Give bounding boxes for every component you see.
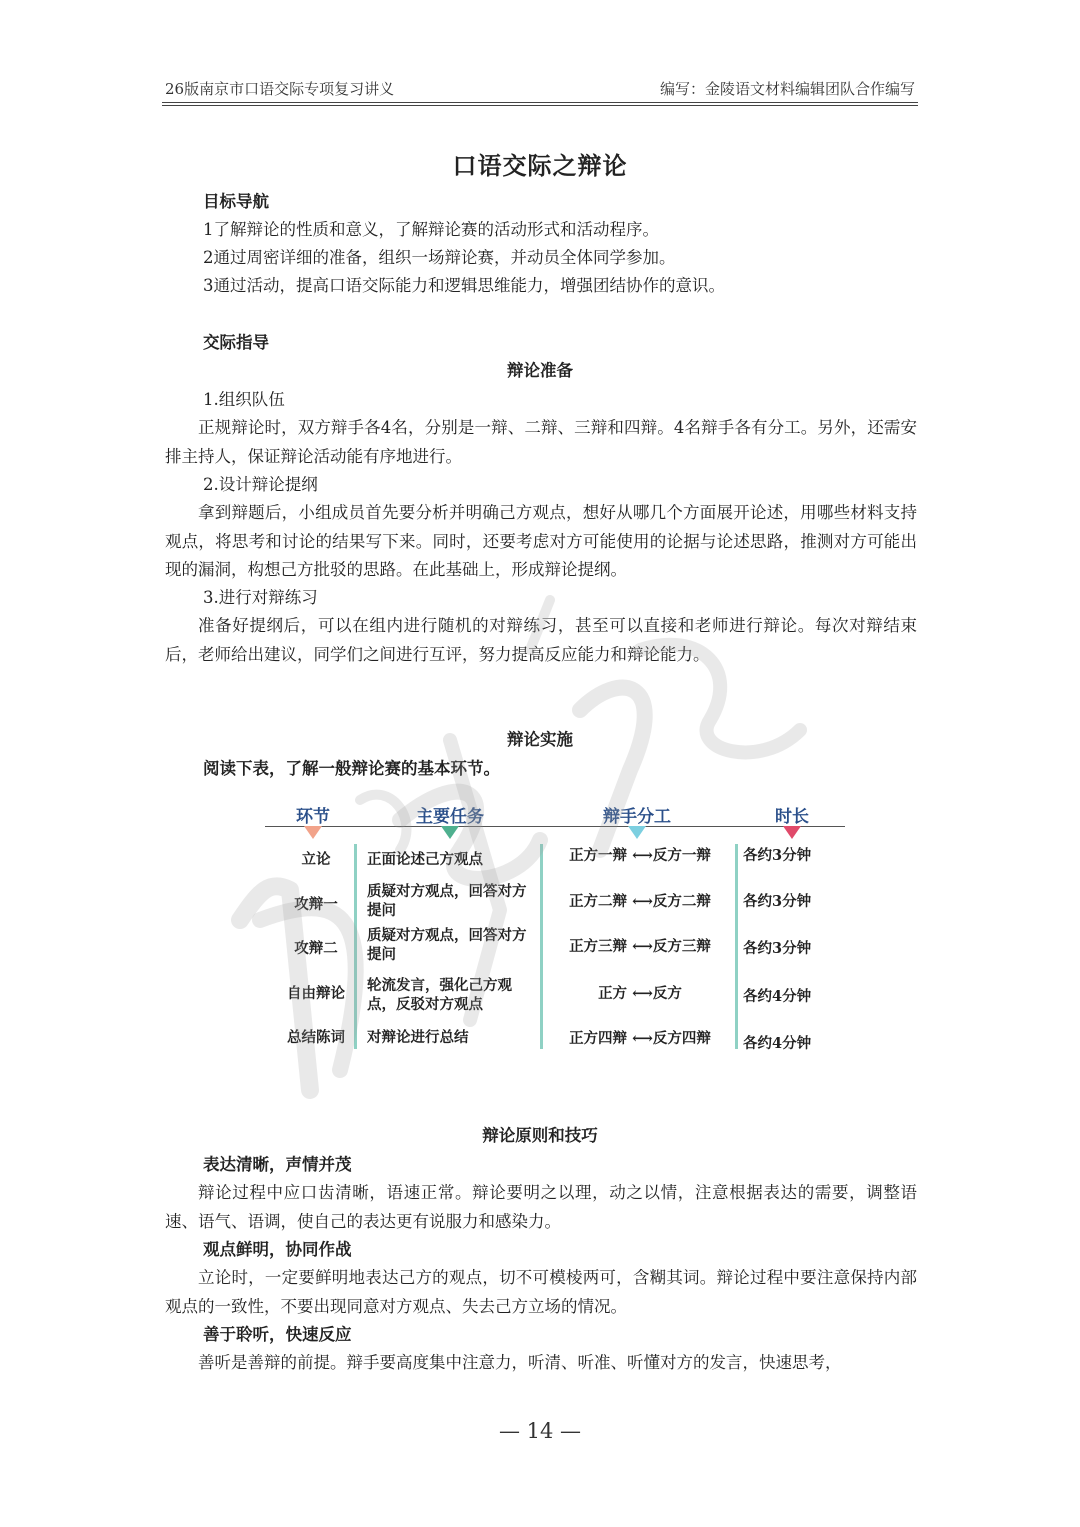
table-header-stage: 环节 xyxy=(296,807,330,827)
debate-process-table xyxy=(265,800,845,1060)
goal-item: 3通过活动，提高口语交际能力和逻辑思维能力，增强团结协作的意识。 xyxy=(203,276,725,295)
role-right: 反方四辩 xyxy=(652,1030,711,1047)
role-right: 反方三辩 xyxy=(652,938,711,955)
table-cell-time: 各约3分钟 xyxy=(743,893,812,910)
table-header-roles: 辩手分工 xyxy=(603,807,671,827)
principle2-text: 立论时，一定要鲜明地表达己方的观点，切不可模棱两可，含糊其词。辩论过程中要注意保持内部观点的一致性，不要出现同意对方观点、失去己方立场的情况。 xyxy=(165,1268,917,1316)
table-cell-stage: 攻辩二 xyxy=(294,940,338,957)
triangle-marker-icon xyxy=(628,826,646,839)
table-cell-stage: 自由辩论 xyxy=(287,985,345,1002)
table-cell-time: 各约3分钟 xyxy=(743,847,812,864)
table-cell-task: 质疑对方观点，回答对方提问 xyxy=(367,883,527,919)
table-cell-time: 各约3分钟 xyxy=(743,940,812,957)
double-arrow-icon: ⟷ xyxy=(632,985,653,1002)
step2-title: 2.设计辩论提纲 xyxy=(203,475,318,494)
step1-text: 正规辩论时，双方辩手各4名，分别是一辩、二辩、三辩和四辩。4名辩手各有分工。另外，还需安排主持人，保证辩论活动能有序地进行。 xyxy=(165,418,917,466)
principle3-heading: 善于聆听，快速反应 xyxy=(203,1325,352,1344)
header-right: 编写：金陵语文材料编辑团队合作编写 xyxy=(659,80,915,98)
table-cell-roles xyxy=(550,937,730,956)
implementation-title: 辩论实施 xyxy=(507,730,573,749)
page-number: — 14 — xyxy=(498,1419,582,1443)
principle3-text: 善听是善辩的前提。辩手要高度集中注意力，听清、听准、听懂对方的发言，快速思考， xyxy=(198,1353,842,1372)
principle1-heading: 表达清晰，声情并茂 xyxy=(203,1155,352,1174)
table-cell-roles xyxy=(550,984,730,1003)
double-arrow-icon: ⟷ xyxy=(632,938,653,955)
principles-title: 辩论原则和技巧 xyxy=(482,1126,598,1145)
table-cell-stage: 总结陈词 xyxy=(287,1029,345,1046)
triangle-marker-icon xyxy=(441,826,459,839)
table-header-task: 主要任务 xyxy=(416,807,484,827)
step3-text: 准备好提纲后，可以在组内进行随机的对辩练习，甚至可以直接和老师进行辩论。每次对辩结束后，老师给出建议，同学们之间进行互评，努力提高反应能力和辩论能力。 xyxy=(165,616,917,664)
table-cell-stage: 立论 xyxy=(301,851,331,868)
table-cell-roles xyxy=(550,1029,730,1048)
goals-heading: 目标导航 xyxy=(203,192,269,211)
table-cell-task: 轮流发言，强化己方观点，反驳对方观点 xyxy=(367,977,512,1013)
double-arrow-icon: ⟷ xyxy=(632,847,653,864)
step3-title: 3.进行对辩练习 xyxy=(203,588,318,607)
table-cell-roles xyxy=(550,846,730,865)
column-divider xyxy=(540,844,543,1049)
table-header-rule xyxy=(265,826,845,827)
triangle-marker-icon xyxy=(783,826,801,839)
step2-text: 拿到辩题后，小组成员首先要分析并明确己方观点，想好从哪几个方面展开论述，用哪些材料支持观点，将思考和讨论的结果写下来。同时，还要考虑对方可能使用的论据与论述思路，推测对方可能出现的漏洞，构想己方批驳的思路。在此基础上，形成辩论提纲。 xyxy=(165,503,917,579)
column-divider xyxy=(735,844,738,1049)
role-left: 正方四辩 xyxy=(569,1030,628,1047)
goal-item: 1了解辩论的性质和意义，了解辩论赛的活动形式和活动程序。 xyxy=(203,220,659,239)
double-arrow-icon: ⟷ xyxy=(632,893,653,910)
table-cell-time: 各约4分钟 xyxy=(743,1035,812,1052)
principle1-text: 辩论过程中应口齿清晰，语速正常。辩论要明之以理，动之以情，注意根据表达的需要，调整语速、语气、语调，使自己的表达更有说服力和感染力。 xyxy=(165,1183,917,1231)
table-cell-time: 各约4分钟 xyxy=(743,988,812,1005)
prep-title: 辩论准备 xyxy=(507,361,573,380)
table-cell-task: 对辩论进行总结 xyxy=(367,1029,469,1046)
role-right: 反方 xyxy=(652,985,682,1002)
triangle-marker-icon xyxy=(304,826,322,839)
page-title: 口语交际之辩论 xyxy=(452,151,628,180)
role-left: 正方三辩 xyxy=(569,938,628,955)
table-header-time: 时长 xyxy=(775,807,809,827)
role-left: 正方 xyxy=(598,985,628,1002)
role-right: 反方二辩 xyxy=(652,893,711,910)
implementation-intro: 阅读下表，了解一般辩论赛的基本环节。 xyxy=(203,759,500,778)
principle2-heading: 观点鲜明，协同作战 xyxy=(203,1240,352,1259)
double-arrow-icon: ⟷ xyxy=(632,1030,653,1047)
step1-title: 1.组织队伍 xyxy=(203,390,285,409)
table-cell-task: 正面论述己方观点 xyxy=(367,851,483,868)
goal-item: 2通过周密详细的准备，组织一场辩论赛，并动员全体同学参加。 xyxy=(203,248,676,267)
header-left: 26版南京市口语交际专项复习讲义 xyxy=(165,80,395,98)
role-left: 正方二辩 xyxy=(569,893,628,910)
table-cell-task: 质疑对方观点，回答对方提问 xyxy=(367,927,527,963)
role-left: 正方一辩 xyxy=(569,847,628,864)
header-rule-2 xyxy=(162,105,918,106)
guide-heading: 交际指导 xyxy=(203,333,269,352)
role-right: 反方一辩 xyxy=(652,847,711,864)
header-rule xyxy=(162,102,918,103)
table-cell-roles xyxy=(550,892,730,911)
table-cell-stage: 攻辩一 xyxy=(294,896,338,913)
